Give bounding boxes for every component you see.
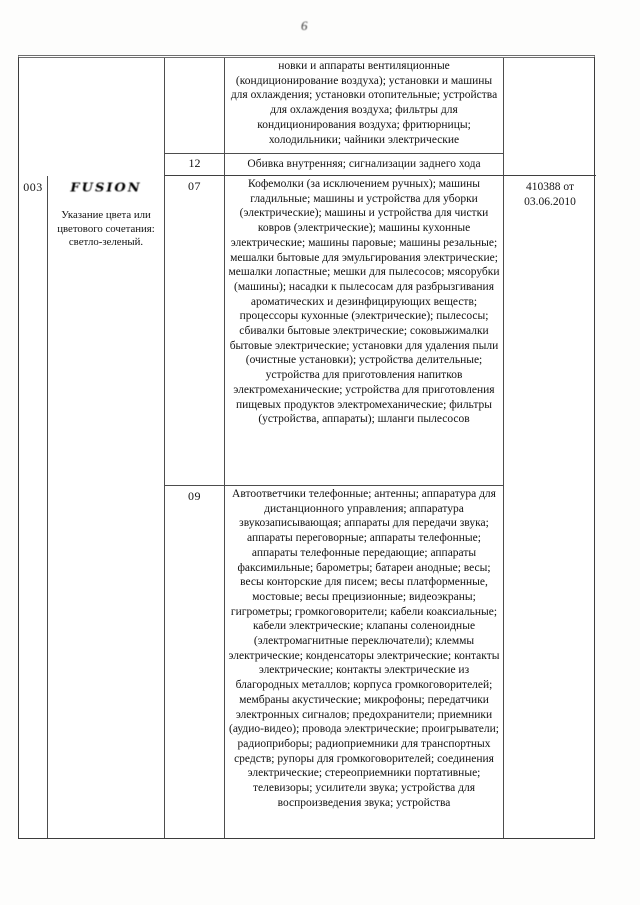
- entry-number-cell-empty: [19, 58, 165, 176]
- goods-list-continuation: новки и аппараты вентиляционные (кондиционирование воздуха); установки и машины для охлаждения; установки отопительные; устройства для охлаждения воздуха; фильтры для кондиционирования воздуха; фритюрницы; холодильники; чайники электрические: [225, 58, 504, 154]
- class-code-cell-continuation: [165, 58, 225, 154]
- trademark-color-note: Указание цвета или цветового сочетания: светло-зеленый.: [57, 209, 155, 248]
- registration-number-and-date: 410388 от 03.06.2010: [524, 181, 576, 208]
- goods-list-class-09: Автоответчики телефонные; антенны; аппаратура для дистанционного управления; аппаратура звукозаписывающая; аппараты для передачи звука; аппараты переговорные; аппараты телефонные; аппараты телефонные передающие; аппараты факсимильные; барометры; батареи анодные; весы; весы конторские для писем; весы платформенные, мостовые; весы прецизионные; видеоэкраны; гигрометры; громкоговорители; кабели коаксиальные; кабели электрические; клапаны соленоидные (электромагнитные переключатели); клеммы электрические; конденсаторы электрические; контакты электрические; контакты электрические из благородных металлов; корпуса громкоговорителей; мембраны акустические; микрофоны; передатчики электронных сигналов; предохранители; приемники (аудио-видео); провода электрические; проигрыватели; радиоприборы; радиоприемники для транспортных средств; рупоры для громкоговорителей; соединения электрические; стереоприемники портативные; телевизоры; усилители звука; устройства для воспроизведения звука; устройства: [225, 486, 504, 838]
- goods-list-class-12: Обивка внутренняя; сигнализации заднего хода: [225, 154, 504, 176]
- class-code-12: 12: [165, 154, 225, 176]
- entry-number: 003: [19, 176, 48, 838]
- class-code-09: 09: [165, 486, 225, 838]
- trademark-cell: [48, 176, 165, 838]
- trademark-logo-image: FUSION: [70, 181, 142, 196]
- goods-list-class-07: Кофемолки (за исключением ручных); машины гладильные; машины и устройства для уборки (электрические); машины и устройства для чистки ковров (электрические); машины кухонные электрические; машины паровые; машины резальные; мешалки бытовые для эмульгирования электрические; мешалки лопастные; мешки для пылесосов; мясорубки (машины); насадки к пылесосам для разбрызгивания ароматических и дезинфицирующих веществ; процессоры кухонные (электрические); пылесосы; сбивалки бытовые электрические; соковыжималки бытовые электрические; установки для удаления пыли (очистные установки); устройства делительные; устройства для приготовления напитков электромеханические; устройства для приготовления пищевых продуктов электромеханические; фильтры (устройства, аппараты); шланги пылесосов: [225, 176, 504, 486]
- page-number: 6: [301, 18, 308, 33]
- trademark-register-table: [18, 55, 595, 839]
- class-code-07: 07: [165, 176, 225, 486]
- registration-cell-empty: [504, 58, 596, 176]
